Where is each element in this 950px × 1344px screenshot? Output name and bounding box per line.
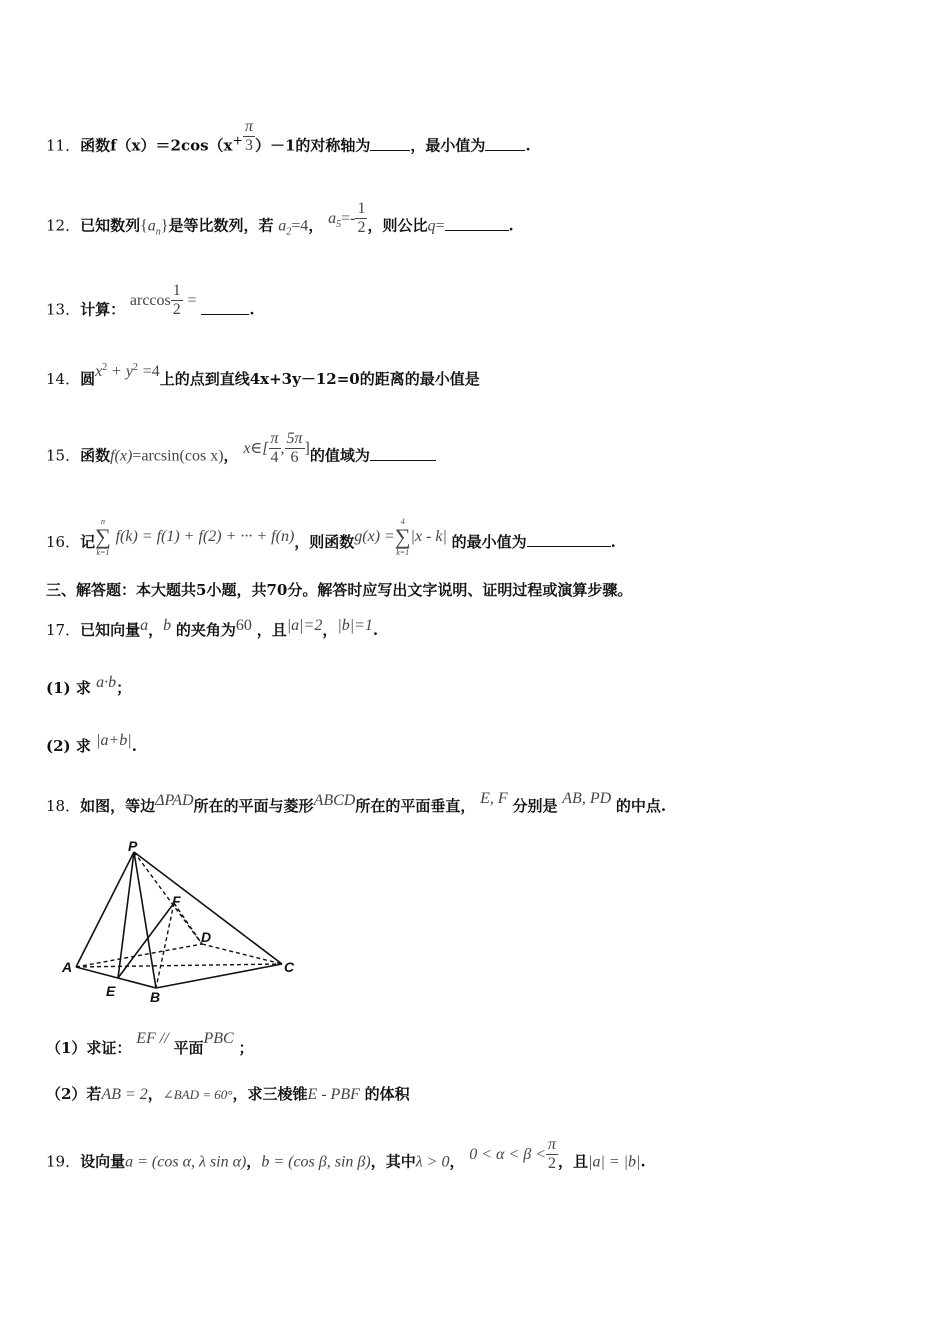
label-C: C — [284, 959, 295, 975]
label-F: F — [172, 893, 181, 909]
label-E: E — [106, 983, 116, 999]
answer-blank[interactable] — [445, 216, 509, 231]
question-12: 12．已知数列$\{a_n\}$是等比数列，若 $a_2=4$， $a_5=-$ $\frac{1}{2}$ ，则公比q= . — [46, 200, 514, 238]
question-19: 19．设向量a = (cos α, λ sin α)，b = (cos β, sin β)，其中λ > 0， 0 < α < β < $\frac{\pi}{2}$ ，且|a| = |b|. — [46, 1136, 646, 1172]
label-A: A — [62, 959, 73, 975]
section-heading: 三、解答题：本大题共5小题，共70分。解答时应写出文字说明、证明过程或演算步骤。 — [46, 581, 633, 599]
pi-over-3: $\frac{\pi}{3}$ — [244, 118, 253, 154]
answer-blank[interactable] — [370, 136, 410, 151]
question-18: 18．如图，等边ΔPAD所在的平面与菱形ABCD所在的平面垂直， E, F 分别是 AB, PD 的中点. — [46, 790, 667, 815]
question-13: 13．计算： arccos $\frac{1}{2}$ = . — [46, 282, 255, 319]
question-14: 14．圆$x^2 + y^2 =4$上的点到直线4x+3y－12=0的距离的最小值是 — [46, 362, 480, 388]
answer-blank[interactable] — [485, 136, 525, 151]
sigma-sum: 4 ∑ k=1 — [394, 517, 411, 557]
sigma-sum: n ∑ k=1 — [95, 517, 111, 557]
answer-blank[interactable] — [527, 532, 611, 547]
question-18-part-2: （2）若AB = 2，∠BAD = 60°，求三棱锥E - PBF 的体积 — [46, 1085, 410, 1103]
question-15: 15．函数f(x)=arcsin(cos x)， x∈[ $\frac{\pi}{4}$ , $\frac{5\pi}{6}$ ]的值域为 — [46, 438, 436, 475]
question-18-part-1: （1）求证： EF // 平面PBC ； — [46, 1030, 254, 1057]
answer-blank[interactable] — [370, 446, 436, 461]
question-16: 16．记 n ∑ k=1 f(k) = f(1) + f(2) + ··· + f(n)，则函数g(x) = 4 ∑ k=1 |x - k| 的最小值为 . — [46, 517, 616, 557]
label-P: P — [128, 838, 138, 854]
pyramid-figure — [56, 836, 306, 1011]
question-11: 11．函数f（x）＝2cos（x+ $\frac{\pi}{3}$ ）－1的对称轴为 ，最小值为 . — [46, 118, 531, 155]
answer-blank[interactable] — [201, 300, 249, 315]
question-17-part-2: (2) 求 |a+b|. — [46, 732, 137, 755]
question-17: 17．已知向量a，b 的夹角为60 ，且|a|=2，|b|=1. — [46, 617, 379, 639]
label-B: B — [150, 989, 161, 1005]
question-17-part-1: (1) 求 a·b； — [46, 674, 132, 697]
label-D: D — [201, 929, 212, 945]
